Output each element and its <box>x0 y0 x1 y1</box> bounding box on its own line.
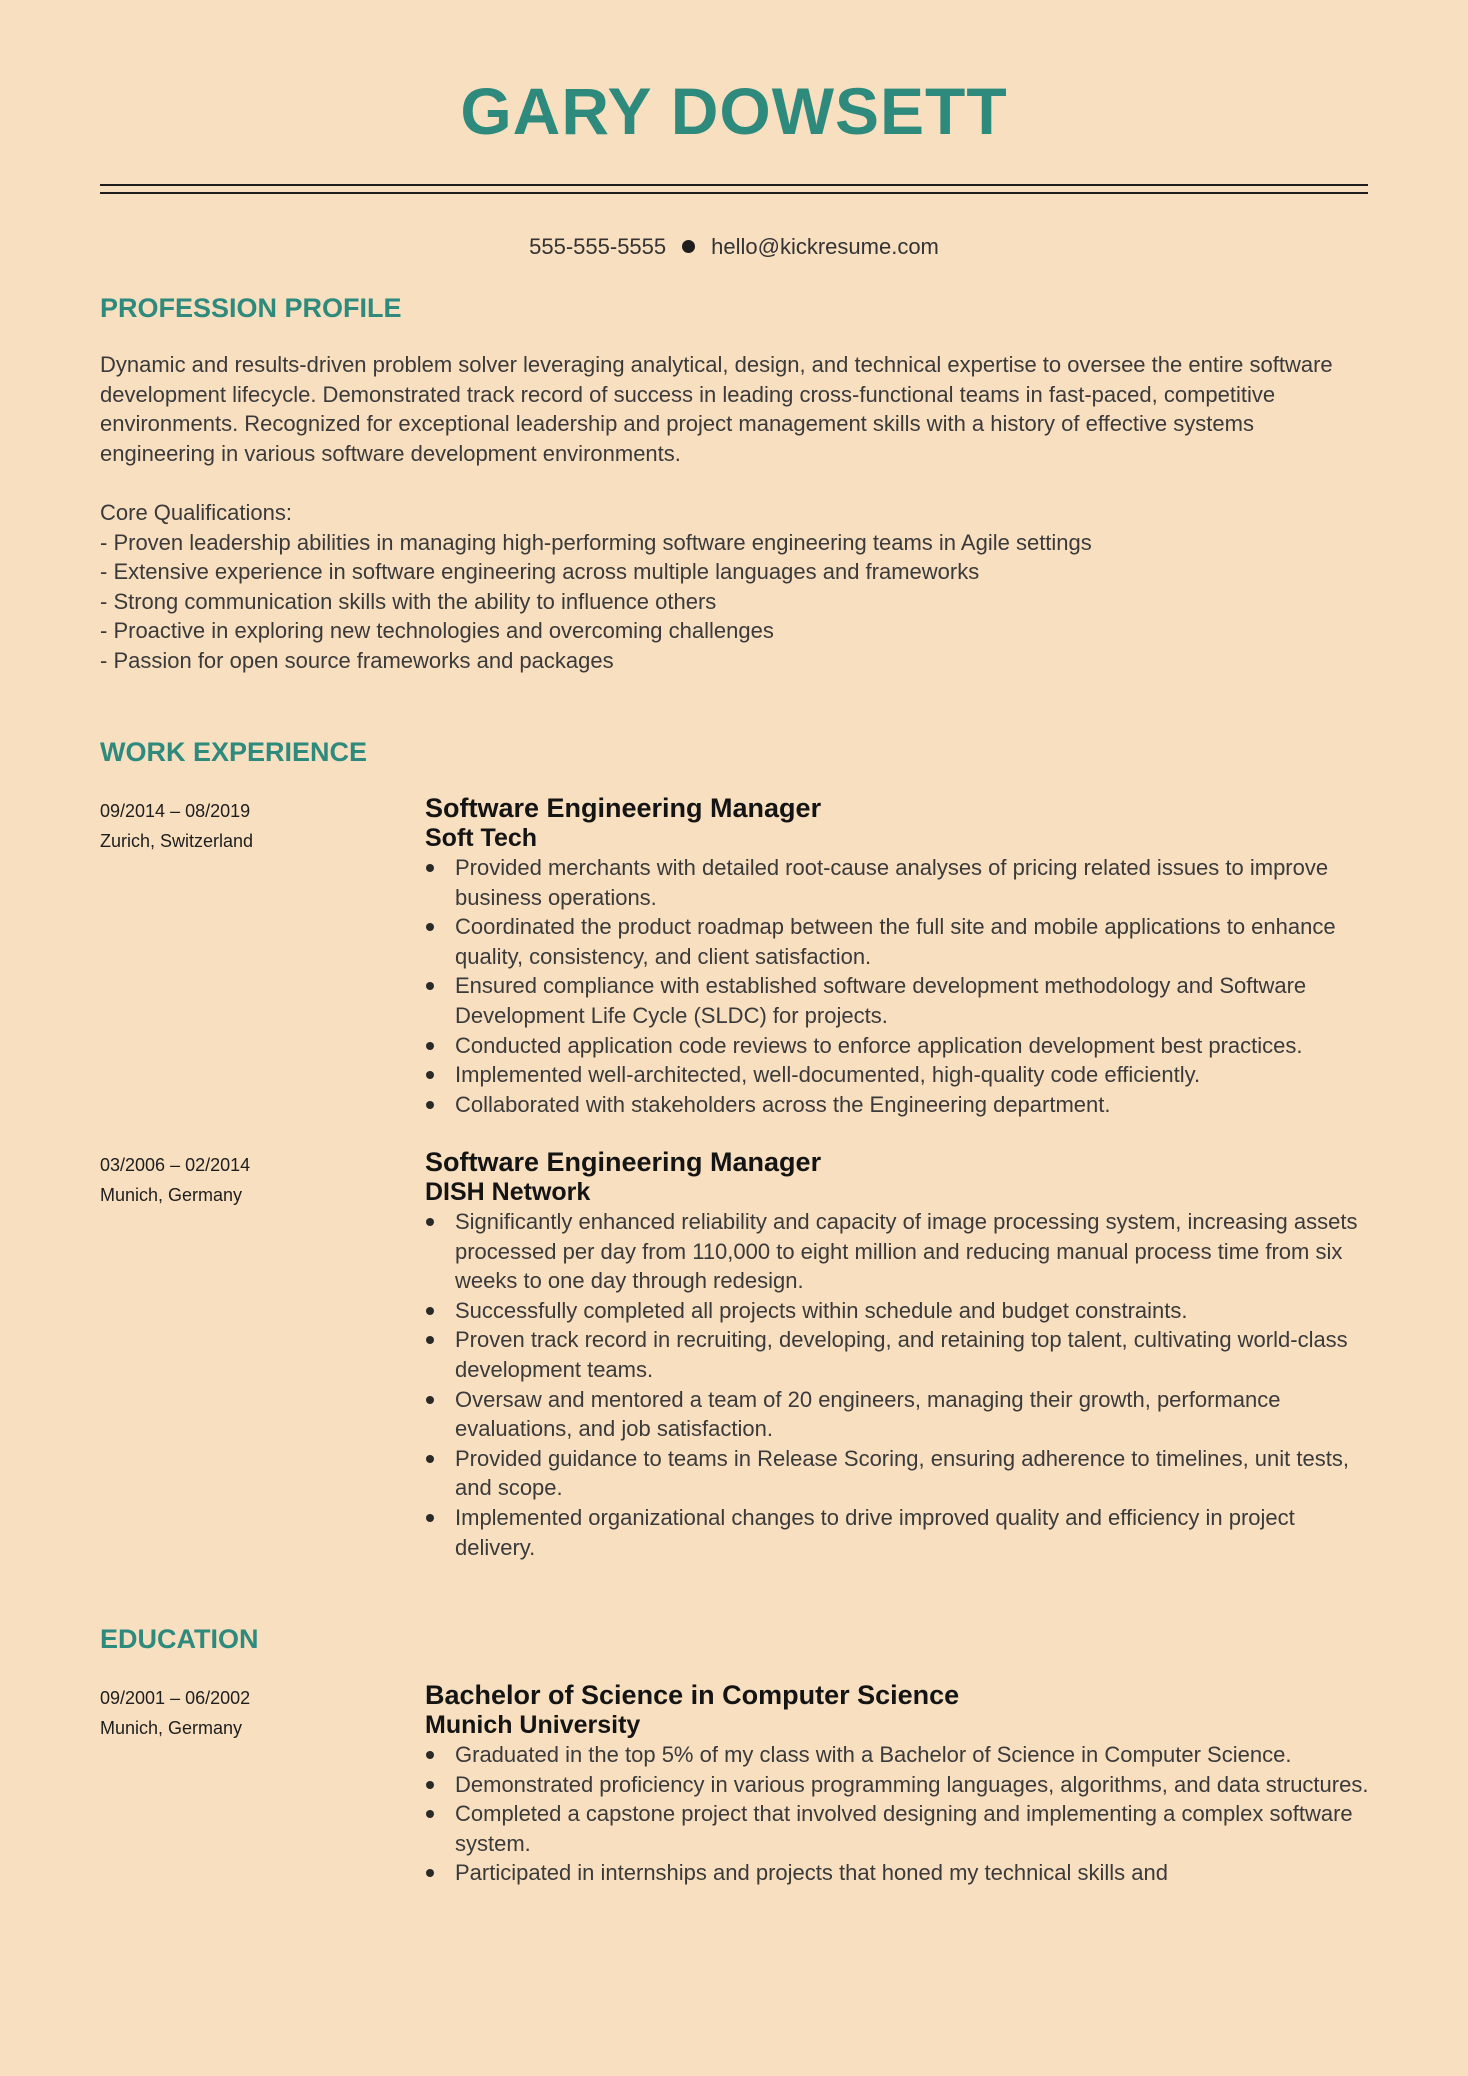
degree-title: Bachelor of Science in Computer Science <box>425 1680 960 1710</box>
qualification-item: - Passion for open source frameworks and packages <box>100 647 614 673</box>
list-item-text: Oversaw and mentored a team of 20 engineers, managing their growth, performance evaluations, and job satisfaction. <box>455 1386 1281 1442</box>
company-name: DISH Network <box>425 1178 591 1206</box>
paragraph-gap <box>100 468 1368 498</box>
list-item-text: Provided merchants with detailed root-cause analyses of pricing related issues to improve business operations. <box>455 855 1329 910</box>
bullet-icon <box>426 1514 434 1522</box>
list-item-text: Implemented well-architected, well-documented, high-quality code efficiently. <box>455 1062 1201 1088</box>
bullet-icon <box>426 1101 434 1109</box>
bullet-icon <box>426 1751 434 1759</box>
entry-meta <box>100 1151 400 1210</box>
bullet-icon <box>426 1810 434 1818</box>
list-item-text: Participated in internships and projects that honed my technical skills and <box>455 1860 1168 1886</box>
qualification-item: - Proven leadership abilities in managing high-performing software engineering teams in Agile settings <box>100 529 1092 555</box>
responsibility-list <box>425 853 1370 1119</box>
list-item-text: Conducted application code reviews to enforce application development best practices. <box>455 1032 1303 1058</box>
list-item <box>425 1385 1370 1444</box>
school-name: Munich University <box>425 1711 641 1739</box>
candidate-name: GARY DOWSETT <box>460 74 1008 148</box>
bullet-icon <box>426 1336 434 1344</box>
header-divider-bottom <box>100 192 1368 194</box>
entry-dates: 03/2006 – 02/2014 <box>100 1155 251 1175</box>
bullet-icon <box>426 923 434 931</box>
entry-body <box>425 793 1370 1119</box>
job-title: Software Engineering Manager <box>425 1147 822 1177</box>
profile-summary: Dynamic and results-driven problem solver leveraging analytical, design, and technical expertise to oversee the entire software development lifecycle. Demonstrated track record of success in leading cross-functional teams in fast-paced, competitive environments. Recognized for exceptional leadership and project management skills with a history of effective systems engineering in various software development environments. <box>100 352 1333 466</box>
bullet-icon <box>426 982 434 990</box>
phone-number: 555-555-5555 <box>529 234 667 259</box>
list-item-text: Collaborated with stakeholders across the Engineering department. <box>455 1091 1111 1117</box>
entry-location: Zurich, Switzerland <box>100 830 254 851</box>
entry-location: Munich, Germany <box>100 1717 243 1738</box>
list-item <box>425 1799 1370 1858</box>
list-item <box>425 1325 1370 1384</box>
contact-line <box>100 232 1368 262</box>
bullet-icon <box>426 1396 434 1404</box>
bullet-icon <box>426 1218 434 1226</box>
entry-meta <box>100 1684 400 1743</box>
bullet-icon <box>426 1042 434 1050</box>
bullet-icon <box>426 1455 434 1463</box>
section-title-education: EDUCATION <box>100 1624 259 1654</box>
bullet-icon <box>426 1781 434 1789</box>
responsibility-list <box>425 1207 1370 1562</box>
list-item-text: Graduated in the top 5% of my class with a Bachelor of Science in Computer Science. <box>455 1742 1292 1767</box>
list-item <box>425 971 1370 1030</box>
separator-dot-icon <box>682 240 695 253</box>
profile-text <box>100 350 1368 676</box>
list-item-text: Proven track record in recruiting, developing, and retaining top talent, cultivating world-class development teams. <box>455 1327 1348 1382</box>
list-item <box>425 1031 1370 1061</box>
resume-page <box>100 0 1368 2076</box>
list-item-text: Completed a capstone project that involved designing and implementing a complex software system. <box>455 1801 1353 1856</box>
achievement-list <box>425 1740 1370 1888</box>
list-item <box>425 853 1370 912</box>
list-item-text: Ensured compliance with established software development methodology and Software Development Life Cycle (SLDC) for projects. <box>455 973 1307 1028</box>
list-item <box>425 1770 1370 1800</box>
qualifications-heading: Core Qualifications: <box>100 499 292 525</box>
email-address: hello@kickresume.com <box>711 234 939 259</box>
qualification-item: - Extensive experience in software engineering across multiple languages and frameworks <box>100 559 980 585</box>
list-item-text: Successfully completed all projects within schedule and budget constraints. <box>455 1297 1188 1323</box>
list-item <box>425 1503 1370 1562</box>
list-item-text: Provided guidance to teams in Release Scoring, ensuring adherence to timelines, unit tests, and scope. <box>455 1445 1349 1501</box>
job-title: Software Engineering Manager <box>425 793 822 823</box>
list-item <box>425 1740 1370 1770</box>
company-name: Soft Tech <box>425 824 538 852</box>
entry-location: Munich, Germany <box>100 1184 243 1205</box>
entry-body <box>425 1147 1370 1562</box>
bullet-icon <box>426 1869 434 1877</box>
section-title-work: WORK EXPERIENCE <box>100 737 368 767</box>
qualification-item: - Strong communication skills with the ability to influence others <box>100 588 717 614</box>
bullet-icon <box>426 1307 434 1315</box>
list-item-text: Demonstrated proficiency in various programming languages, algorithms, and data structures. <box>455 1771 1369 1797</box>
bullet-icon <box>426 864 434 872</box>
list-item <box>425 1207 1370 1296</box>
list-item <box>425 1444 1370 1503</box>
section-title-profile: PROFESSION PROFILE <box>100 293 402 323</box>
list-item <box>425 1090 1370 1120</box>
list-item <box>425 912 1370 971</box>
list-item <box>425 1060 1370 1090</box>
bullet-icon <box>426 1071 434 1079</box>
qualification-item: - Proactive in exploring new technologies and overcoming challenges <box>100 618 774 644</box>
entry-body <box>425 1680 1370 1888</box>
header-divider-top <box>100 184 1368 186</box>
list-item-text: Significantly enhanced reliability and capacity of image processing system, increasing assets processed per day from 110,000 to eight million and reducing manual process time from six weeks to one day through redesign. <box>455 1209 1358 1294</box>
entry-meta <box>100 797 400 856</box>
list-item-text: Coordinated the product roadmap between the full site and mobile applications to enhance quality, consistency, and client satisfaction. <box>455 914 1336 969</box>
list-item <box>425 1858 1370 1888</box>
list-item-text: Implemented organizational changes to drive improved quality and efficiency in project delivery. <box>455 1504 1295 1560</box>
entry-dates: 09/2001 – 06/2002 <box>100 1688 251 1708</box>
list-item <box>425 1296 1370 1326</box>
entry-dates: 09/2014 – 08/2019 <box>100 801 251 821</box>
